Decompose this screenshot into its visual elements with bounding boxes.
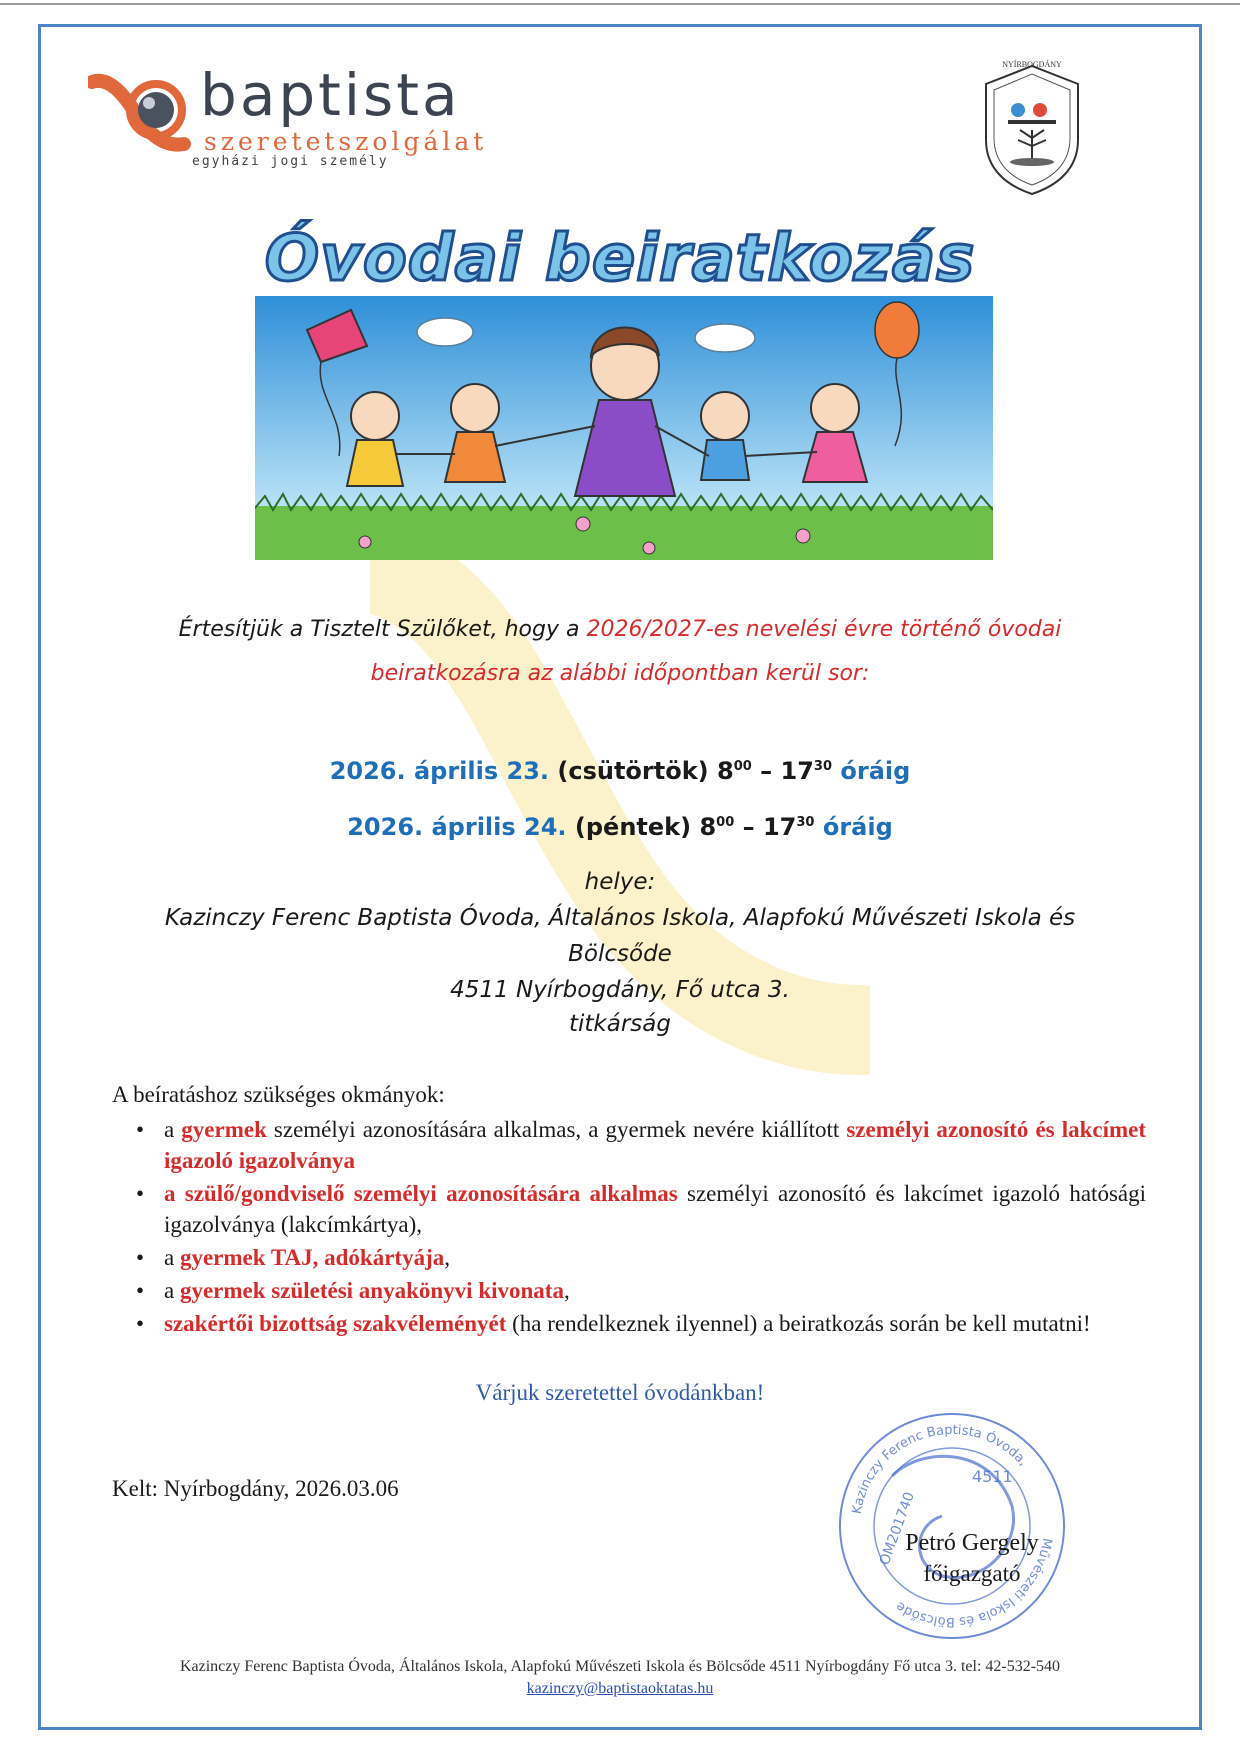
title-banner [240,216,1000,306]
signatory-role: főigazgató [923,1561,1021,1586]
date-2-dash: – [742,813,755,841]
intro-prefix: Értesítjük a Tisztelt Szülőket, hogy a [178,617,580,642]
place-label: helye: [584,869,656,895]
children-illustration [255,296,993,560]
school-stamp-icon [832,1406,1072,1646]
document-item: • szakértői bizottság szakvéleményét (ha rendelkeznek ilyennel) a beiratkozás során be kell mutatni! [132,1308,1146,1339]
page-title: Óvodai beiratkozás [264,222,976,296]
footer-address: Kazinczy Ferenc Baptista Óvoda, Általános Iskola, Alapfokú Művészeti Iskola és Bölcsőde 4511 Nyírbogdány Fő utca 3. tel: 42-532-540 [179,1658,1061,1675]
logo-name: baptista [200,61,461,129]
school-crest-icon [968,58,1096,198]
crest-label: NYÍRBOGDÁNY [1002,60,1062,69]
closing-text: Várjuk szeretettel óvodánkban! [475,1380,765,1405]
signatory-name: Petró Gergely [905,1530,1039,1556]
intro-text [110,608,1130,696]
baptista-logo [88,58,488,170]
enrollment-date-2 [110,806,1130,844]
email-link[interactable]: kazinczy@baptistaoktatas.hu [526,1680,714,1697]
date-1-day: (csütörtök) [557,757,709,785]
date-1-suffix: óráig [840,757,911,785]
school-crest [968,58,1096,198]
date-1-to-hour: 17 [780,757,814,785]
date-2-to-min: 30 [796,815,815,830]
enrollment-date-1 [110,750,1130,788]
date-1-from-min: 00 [733,759,752,774]
stamp-number: 4511 [972,1467,1013,1486]
date-1-dash: – [760,757,773,785]
scan-top-line [0,3,1240,5]
logo-subtitle: szeretetszolgálat [204,127,488,156]
intro-highlight-1: 2026/2027-es nevelési évre történő óvodai [586,617,1062,642]
stamp-text-top: Kazinczy Ferenc Baptista Óvoda, [849,1422,1031,1516]
date-1-from-hour: 8 [717,757,734,785]
documents-heading: A beíratáshoz szükséges okmányok: [112,1082,445,1107]
stamp-om: OM201740 [876,1489,918,1568]
baptista-logo-mark-icon [88,68,198,158]
document-item: • a gyermek TAJ, adókártyája, [132,1242,1146,1273]
date-2-from-hour: 8 [699,813,717,841]
date-2-date: 2026. április 24. [347,813,567,841]
place-line-2: Bölcsőde [568,941,672,967]
document-item: • a gyermek személyi azonosítására alkalmas, a gyermek nevére kiállított személyi azonosító és lakcímet igazoló igazolványa [132,1114,1146,1176]
stamp-text-left: Művészeti Iskola és Bölcsőde [893,1536,1055,1630]
documents-list [132,1114,1146,1341]
date-2-to-hour: 17 [762,813,797,841]
date-1-date: 2026. április 23. [329,757,550,785]
document-item: • a szülő/gondviselő személyi azonosítására alkalmas személyi azonosító és lakcímet igazoló hatósági igazolványa (lakcímkártya), [132,1178,1146,1240]
date-1-to-min: 30 [813,759,833,774]
footer-email [60,1678,1180,1700]
logo-legal-form: egyházi jogi személy [192,154,389,169]
document-item: • a gyermek születési anyakönyvi kivonata, [132,1275,1146,1306]
date-2-suffix: óráig [822,813,893,841]
place-office: titkárság [569,1011,671,1037]
issue-date: Kelt: Nyírbogdány, 2026.03.06 [112,1476,399,1501]
date-2-from-min: 00 [716,815,735,830]
place-line-1: Kazinczy Ferenc Baptista Óvoda, Általános Iskola, Alapfokú Művészeti Iskola és [164,905,1076,931]
intro-highlight-2: beiratkozásra az alábbi időpontban kerül sor: [370,661,870,686]
place-address: 4511 Nyírbogdány, Fő utca 3. [450,977,790,1003]
date-2-day: (péntek) [574,813,692,841]
